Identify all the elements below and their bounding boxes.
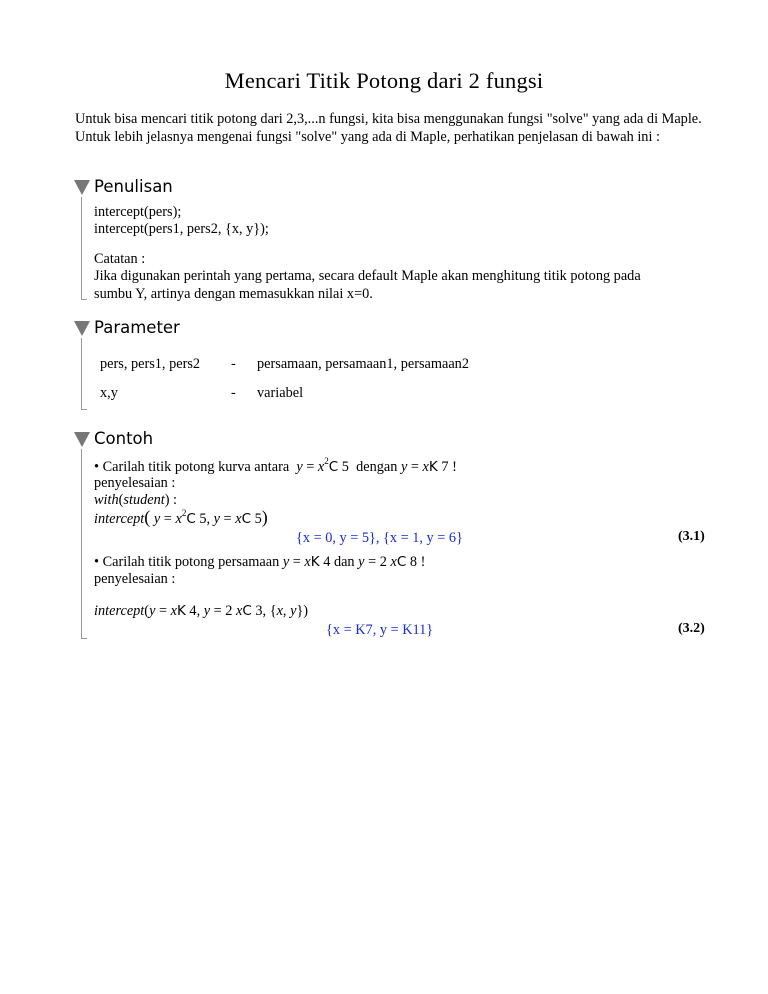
syntax-line-2: intercept(pers1, pers2, {x, y}); bbox=[94, 221, 269, 237]
page-title: Mencari Titik Potong dari 2 fungsi bbox=[224, 68, 544, 93]
example-1-mid: dengan bbox=[356, 459, 398, 475]
maple-input-with[interactable]: with(student) : bbox=[94, 492, 178, 508]
intro-text: Untuk bisa mencari titik potong dari 2,3,...n fungsi, kita bisa menggunakan fungsi "solve" yang ada di Maple. Untuk lebih jelasnya mengenai fungsi "solve" yang ada di Maple, perhatikan penjelasan di bawah ini : bbox=[75, 111, 702, 145]
maple-input-intercept-2[interactable]: intercept(y = xK 4, y = 2 xC 3, {x, y}) bbox=[94, 603, 309, 619]
penyelesaian-label-1: penyelesaian : bbox=[94, 475, 176, 491]
collapse-triangle-icon[interactable] bbox=[74, 180, 90, 195]
section-bracket bbox=[81, 449, 82, 638]
example-1-intro: • Carilah titik potong kurva antara bbox=[94, 459, 290, 475]
section-heading-parameter: Parameter bbox=[94, 318, 180, 337]
section-heading-contoh: Contoh bbox=[94, 429, 154, 448]
collapse-triangle-icon[interactable] bbox=[74, 321, 90, 336]
param-name-1: pers, pers1, pers2 bbox=[100, 356, 201, 372]
example-2-question: • Carilah titik potong persamaan y = xK 4 dan y = 2 xC 8 ! bbox=[94, 554, 426, 570]
section-heading-penulisan: Penulisan bbox=[94, 177, 173, 196]
maple-output-1: {x = 0, y = 5}, {x = 1, y = 6} bbox=[296, 530, 463, 546]
equation-label-1: (3.1) bbox=[678, 529, 705, 544]
note-line-1: Jika digunakan perintah yang pertama, secara default Maple akan menghitung titik potong pada bbox=[94, 268, 641, 284]
intercept-command: intercept bbox=[94, 603, 145, 619]
with-argument: student bbox=[123, 492, 165, 508]
example-2-intro: • Carilah titik potong persamaan bbox=[94, 554, 280, 570]
with-command: with bbox=[94, 492, 119, 508]
maple-input-intercept-1[interactable]: intercept( $y = x^2C$ 5, y = xC 5) bbox=[94, 507, 268, 527]
section-bracket bbox=[81, 197, 82, 299]
intercept-command: intercept bbox=[94, 511, 145, 527]
param-desc-1: persamaan, persamaan1, persamaan2 bbox=[257, 356, 469, 372]
example-1-end: ! bbox=[452, 459, 457, 475]
param-dash-2: - bbox=[231, 385, 236, 401]
note-line-2: sumbu Y, artinya dengan memasukkan nilai x=0. bbox=[94, 286, 373, 302]
penyelesaian-label-2: penyelesaian : bbox=[94, 571, 176, 587]
section-bracket-foot bbox=[81, 409, 87, 410]
intro-paragraph bbox=[75, 110, 705, 146]
collapse-triangle-icon[interactable] bbox=[74, 432, 90, 447]
note-label: Catatan : bbox=[94, 251, 146, 267]
example-2-mid: dan bbox=[333, 554, 355, 570]
syntax-line-1: intercept(pers); bbox=[94, 204, 182, 220]
example-1-question: • Carilah titik potong kurva antara $y = x^2C$ 5 dengan y = xK 7 ! bbox=[94, 456, 457, 475]
param-name-2: x,y bbox=[100, 385, 118, 401]
section-bracket-foot bbox=[81, 299, 87, 300]
section-bracket bbox=[81, 338, 82, 409]
param-desc-2: variabel bbox=[257, 385, 304, 401]
example-2-end: ! bbox=[420, 554, 426, 570]
equation-label-2: (3.2) bbox=[678, 621, 705, 636]
maple-output-2: {x = K7, y = K11} bbox=[326, 622, 434, 638]
section-bracket-foot bbox=[81, 638, 87, 639]
param-dash-1: - bbox=[231, 356, 236, 372]
